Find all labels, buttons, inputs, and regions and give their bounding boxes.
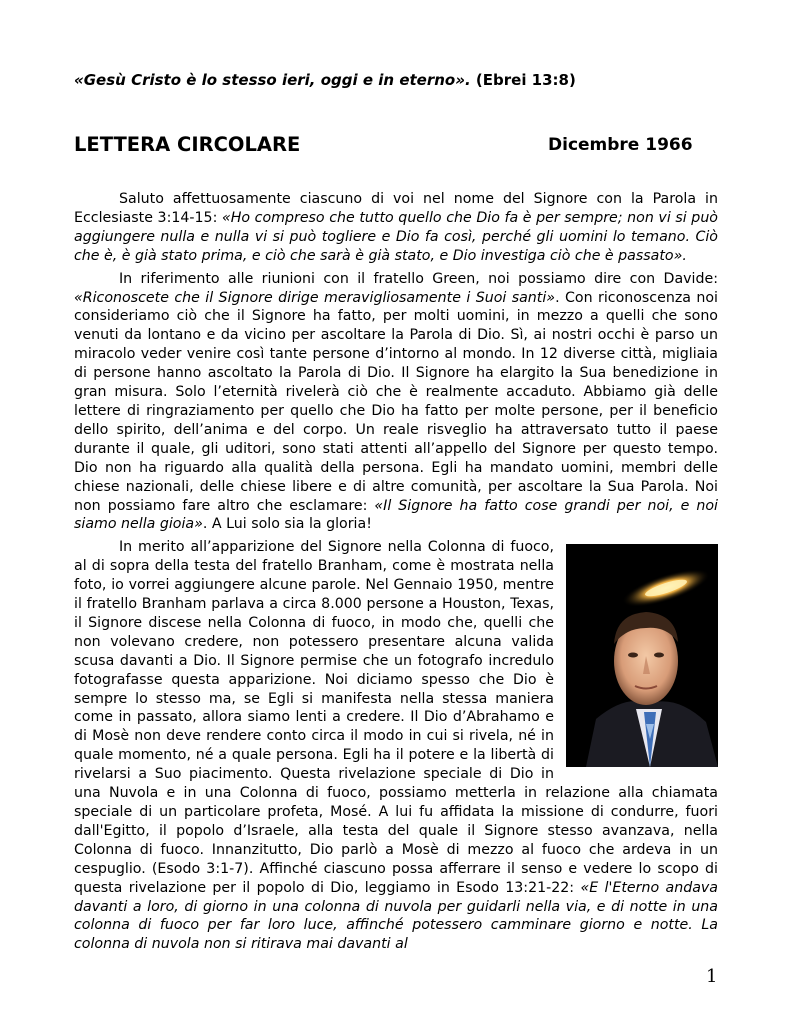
epigraph-quote: «Gesù Cristo è lo stesso ieri, oggi e in eterno». xyxy=(74,71,471,89)
epigraph xyxy=(74,71,576,89)
paragraph-3 xyxy=(74,538,718,954)
paragraph-3-quote: «E l'Eterno andava davanti a loro, di giorno in una colonna di nuvola per guidarli nella via, e di notte in una colonna di fuoco per far loro luce, affinché potessero camminare giorno e notte. La colonna di nuvola non si ritirava mai davanti al xyxy=(74,879,718,953)
epigraph-reference: (Ebrei 13:8) xyxy=(475,71,576,89)
letter-date: Dicembre 1966 xyxy=(548,135,693,155)
paragraph-3-text: In merito all’apparizione del Signore nella Colonna di fuoco, al di sopra della testa del fratello Branham, come è mostrata nella foto, io vorrei aggiungere alcune parole. Nel Gennaio 1950, mentre il fratello Branham parlava a circa 8.000 persone a Houston, Texas, il Signore discese nella Colonna di fuoco, in modo che, quelli che non volevano credere, non potessero presentare alcuna valida scusa davanti a Dio. Il Signore permise che un fotografo incredulo fotografasse questa apparizione. Noi diciamo spesso che Dio è sempre lo stesso ma, se Egli si manifesta nella stessa maniera come in passato, allora siamo lenti a credere. Il Dio d’Abrahamo e di Mosè non deve rendere conto circa il modo in cui si rivela, né in quale momento, né a quale persona. Egli ha il potere e la libertà di rivelarsi a Suo piacimento. Questa rivelazione speciale di Dio in una Nuvola e in una Colonna di fuoco, possiamo metterla in relazione alla chiamata speciale di un particolare profeta, Mosé. A lui fu affidata la missione di condurre, fuori dall'Egitto, il popolo d’Israele, alla testa del quale il Signore stesso avanzava, nella Colonna di fuoco. Innanzitutto, Dio parlò a Mosè di mezzo al fuoco che ardeva in un cespuglio. (Esodo 3:1-7). Affinché ciascuno possa afferrare il senso e vedere lo scopo di questa rivelazione per il popolo di Dio, leggiamo in Esodo 13:21-22: xyxy=(74,539,718,896)
paragraph-2 xyxy=(74,270,718,535)
letter-body xyxy=(74,190,718,954)
paragraph-1 xyxy=(74,190,718,266)
page-number: 1 xyxy=(706,966,718,987)
paragraph-2-text-a: In riferimento alle riunioni con il fratello Green, noi possiamo dire con Davide: xyxy=(119,270,718,287)
paragraph-2-quote-2: «Il Signore ha fatto cose grandi per noi, e noi siamo nella gioia» xyxy=(74,497,718,533)
paragraph-1-text: Saluto affettuosamente ciascuno di voi nel nome del Signore con la Parola in Ecclesiaste 3:14-15: xyxy=(74,191,718,226)
paragraph-2-text-b: . Con riconoscenza noi consideriamo ciò che il Signore ha fatto, per molti uomini, in mezzo a quelli che sono venuti da lontano e da vicino per ascoltare la Parola di Dio. Sì, ai nostri occhi è parso un miracolo veder venire così tante persone d’intorno al mondo. In 12 diverse città, migliaia di persone hanno ascoltato la Parola di Dio. Il Signore ha elargito la Sua benedizione in gran misura. Solo l’eternità rivelerà ciò che è realmente accaduto. Abbiamo già delle lettere di ringraziamento per quello che Dio ha fatto per molte persone, per il beneficio dello spirito, dell’anima e del corpo. Un reale risveglio ha attraversato tutto il paese durante il quale, gli uditori, sono stati attenti all’appello del Signore per questo tempo. Dio non ha riguardo alla qualità della persona. Egli ha mandato uomini, membri delle chiese nazionali, delle chiese libere e di altre comunità, per ascoltare la Sua Parola. Noi non possiamo fare altro che esclamare: xyxy=(74,289,718,514)
paragraph-2-quote-1: «Riconoscete che il Signore dirige meravigliosamente i Suoi santi» xyxy=(74,289,556,306)
portrait-photo-icon xyxy=(566,544,718,767)
paragraph-2-text-c: . A Lui solo sia la gloria! xyxy=(202,516,372,533)
page-title: LETTERA CIRCOLARE xyxy=(74,133,301,156)
paragraph-1-quote: «Ho compreso che tutto quello che Dio fa è per sempre; non vi si può aggiungere nulla e nulla vi si può togliere e Dio fa così, perché gli uomini lo temano. Ciò che è, è già stato prima, e ciò che sarà è già stato, e Dio investiga ciò che è passato». xyxy=(74,209,718,264)
